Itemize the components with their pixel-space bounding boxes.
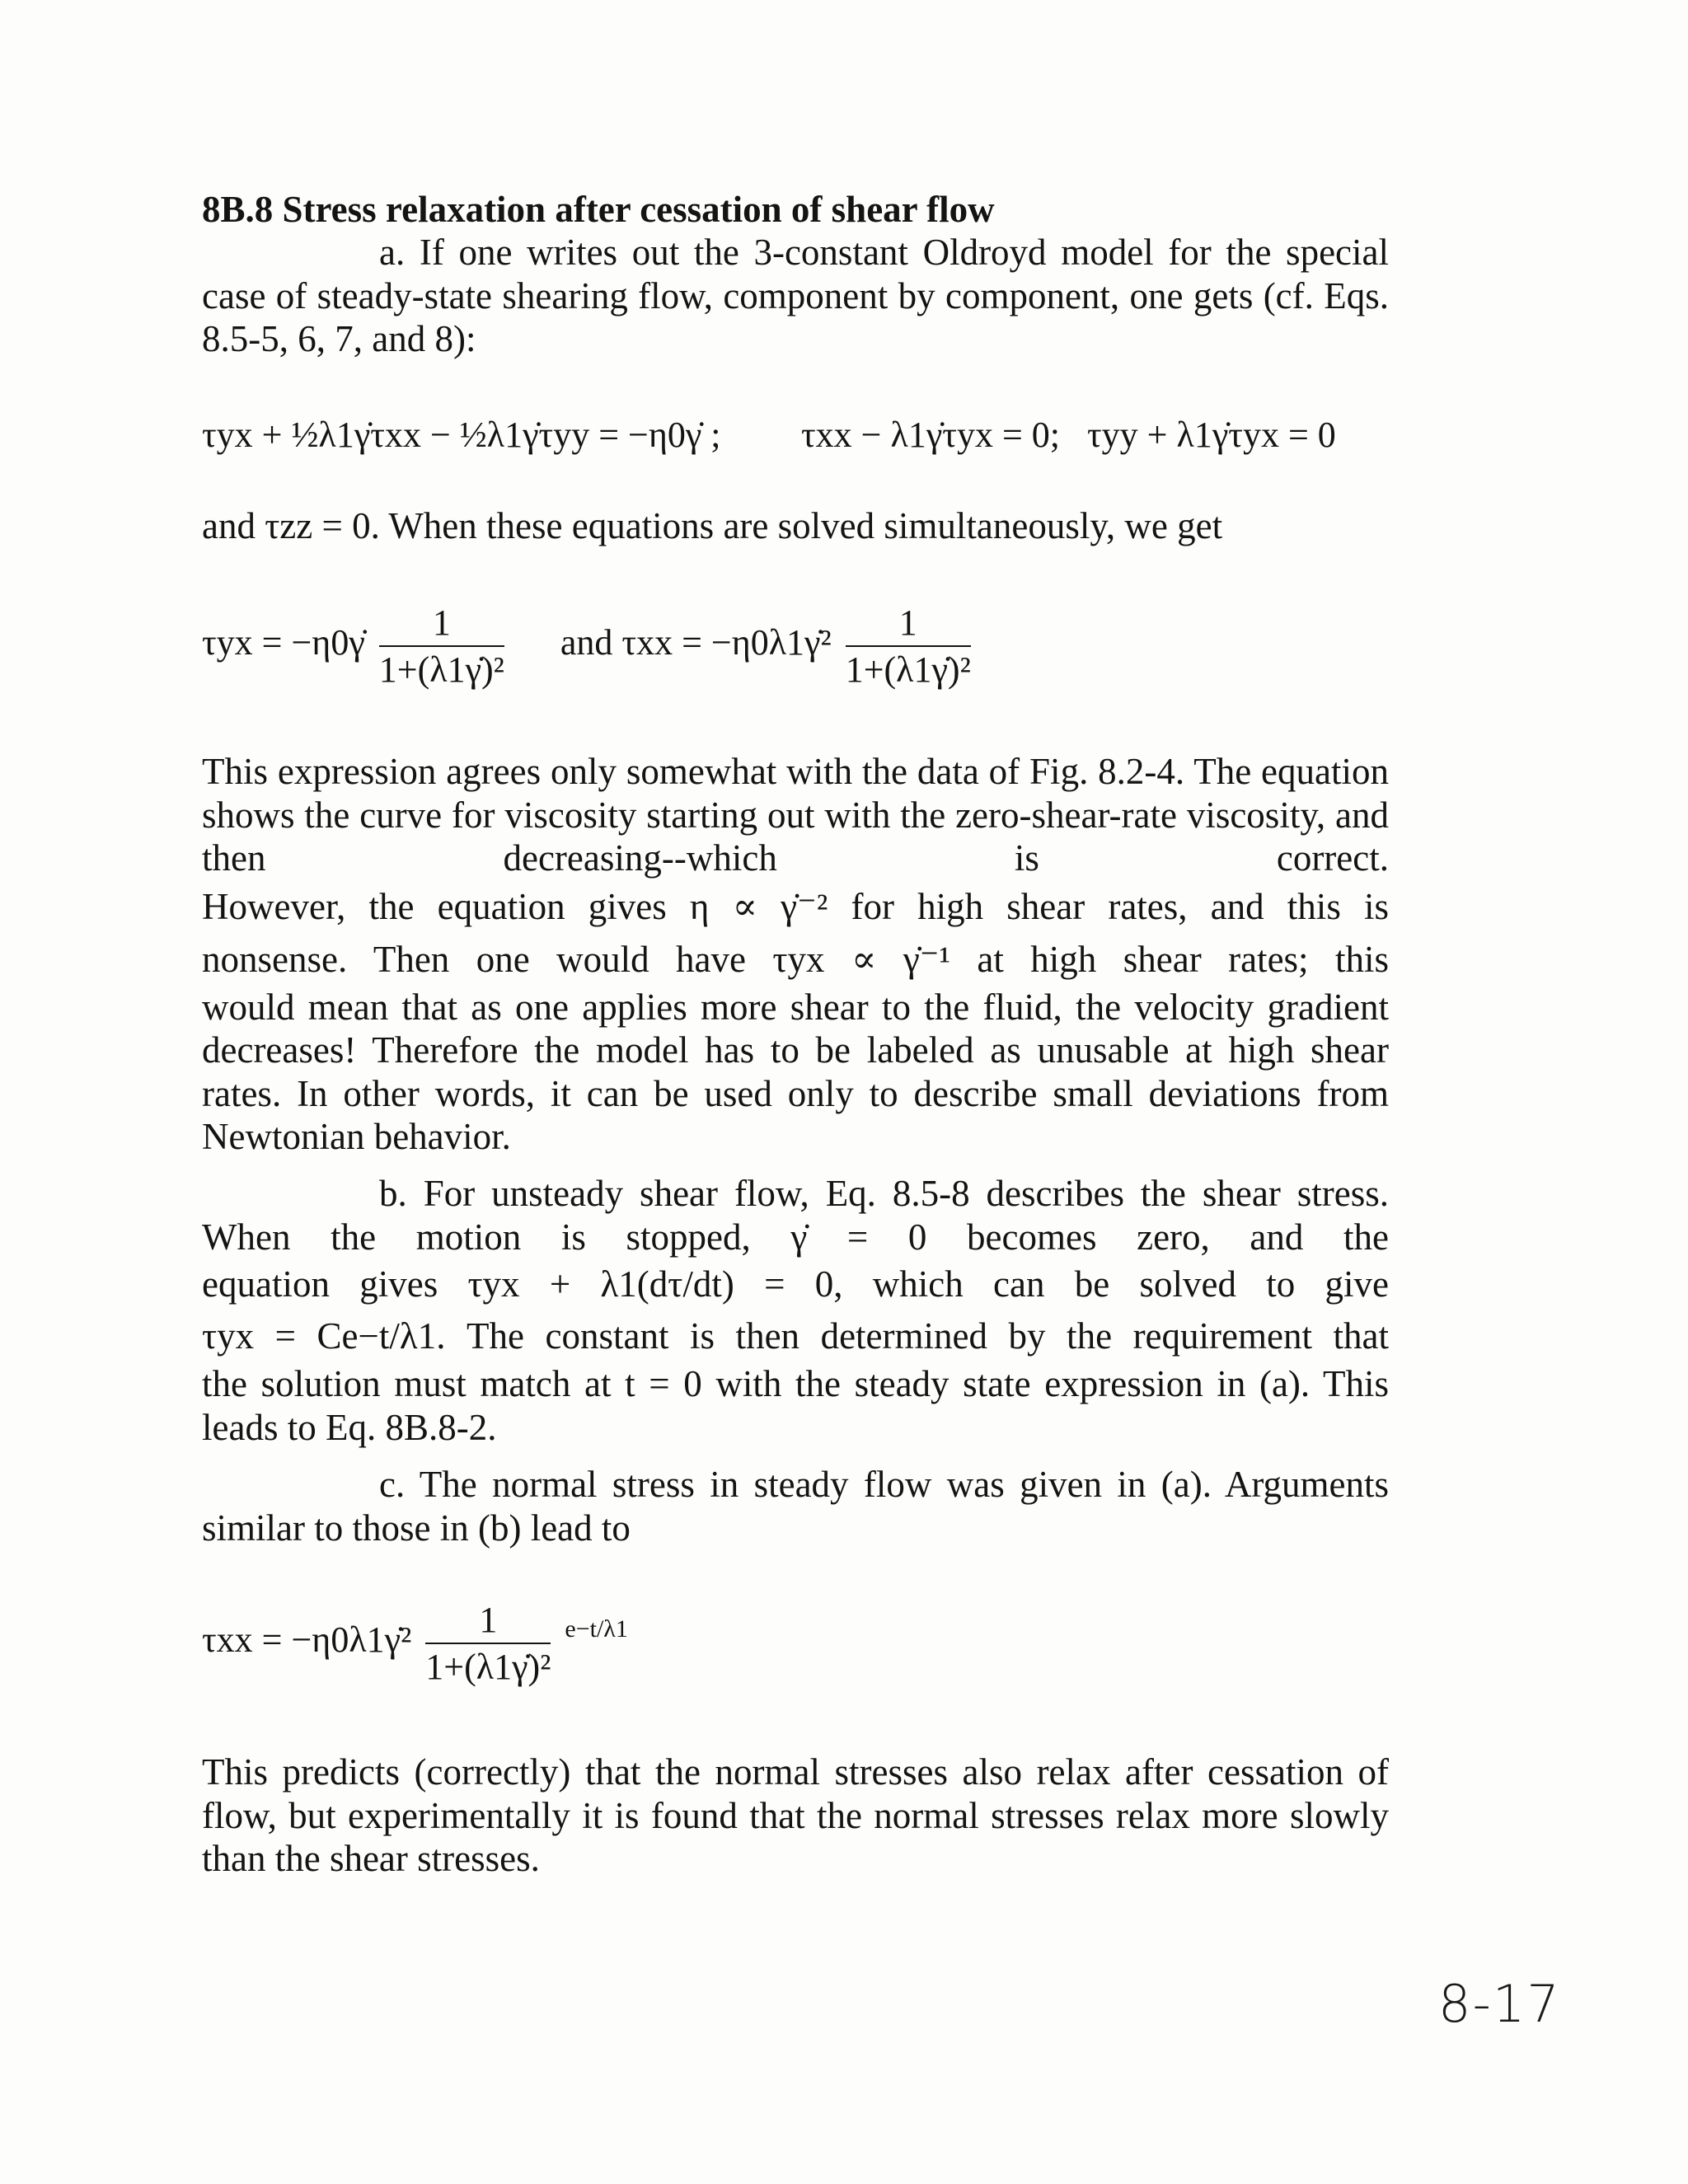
part-b-text-3: τyx = Ce−t/λ1. The constant is then determined by the requirement that [202,1315,1389,1357]
bridge-block [202,504,1389,548]
discussion-line-3: nonsense. Then one would have τyx ∝ γ̇⁻¹ at high shear rates; this [202,938,1389,980]
fraction-denominator: 1+(λ1γ̇)² [378,649,504,690]
part-c-block [202,1463,1389,1549]
discussion-line-2: However, the equation gives η ∝ γ̇⁻² for high shear rates, and this is [202,885,1389,927]
conclusion-paragraph: This predicts (correctly) that the normal stresses also relax after cessation of flow, but experimentally it is found that the normal stresses relax more slowly than the shear stresses. [202,1751,1389,1879]
eq2-and: and [560,622,613,663]
section-header-block [202,188,1389,361]
part-b-text-2: equation gives τyx + λ1(dτ/dt) = 0, which can be solved to give [202,1263,1389,1305]
eq1-right: τyy + λ1γ̇τyx = 0 [1087,415,1336,455]
page-number: 8-17 [1438,1974,1561,2034]
fraction-numerator: 1 [425,1599,551,1644]
section-title: 8B.8 Stress relaxation after cessation of shear flow [202,189,995,230]
discussion-block [202,750,1389,1159]
eq1-left: τyx + ½λ1γ̇τxx − ½λ1γ̇τyy = −η0γ̇ ; [202,415,721,455]
bridge-sentence: and τzz = 0. When these equations are solved simultaneously, we get [202,505,1223,546]
equation-oldroyd-components-2 [801,414,1336,456]
eq3-lhs: τxx = −η0λ1γ̇² [202,1619,412,1661]
fraction-numerator: 1 [846,602,971,647]
eq2-left-fraction [379,602,504,691]
part-b-block [202,1172,1389,1449]
discussion-paragraph-1: This expression agrees only somewhat with the data of Fig. 8.2-4. The equation shows the curve for viscosity starting out with the zero-shear-rate viscosity, and then decreasing--which is correct. [202,751,1389,879]
part-a-intro: a. If one writes out the 3-constant Oldroyd model for the special case of steady-state shearing flow, component by component, one gets (cf. Eqs. 8.5-5, 6, 7, and 8): [202,232,1389,359]
eq2-right-fraction [846,602,971,691]
discussion-paragraph-4: would mean that as one applies more shear to the fluid, the velocity gradient decreases! Therefore the model has to be labeled as unusable at high shear rates. In other words, it can be used only to describe small deviations from Newtonian behavior. [202,986,1389,1157]
fraction-denominator: 1+(λ1γ̇)² [845,649,971,690]
part-b-text-1: b. For unsteady shear flow, Eq. 8.5-8 describes the shear stress. When the motion is stopped, γ̇ = 0 becomes zero, and the [202,1173,1389,1258]
part-b-text-4: the solution must match at t = 0 with the steady state expression in (a). This leads to Eq. 8B.8-2. [202,1363,1389,1448]
equation-steady-shear-stress [202,602,976,691]
eq2-left-lhs: τyx = −η0γ̇ [202,622,365,663]
equation-normal-stress-relaxation [202,1599,628,1688]
eq1-mid: τxx − λ1γ̇τyx = 0; [801,415,1060,455]
part-c-text-1: c. The normal stress in steady flow was given in (a). Arguments similar to those in (b) lead to [202,1464,1389,1549]
fraction-denominator: 1+(λ1γ̇)² [425,1647,551,1687]
equation-oldroyd-components-1 [202,414,721,456]
conclusion-block [202,1750,1389,1881]
eq2-right-lhs: τxx = −η0λ1γ̇² [621,622,832,663]
fraction-numerator: 1 [379,602,504,647]
eq3-fraction [425,1599,551,1688]
eq3-exponential: e−t/λ1 [565,1615,628,1643]
